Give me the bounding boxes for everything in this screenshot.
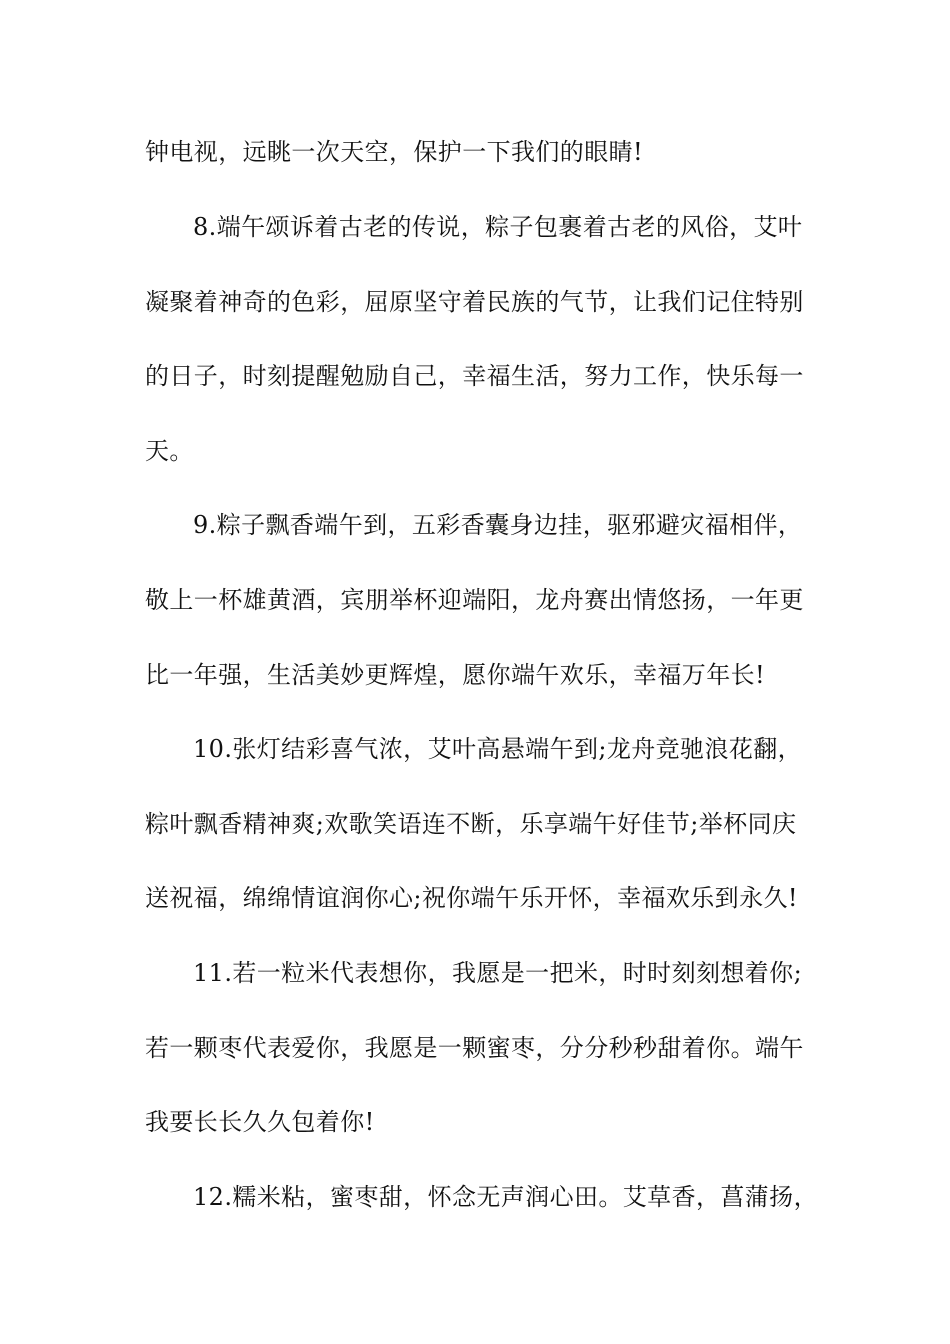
text-line: 凝聚着神奇的色彩，屈原坚守着民族的气节，让我们记住特别 [145, 288, 804, 316]
paragraph-11-line-1: 11.若一粒米代表想你，我愿是一把米，时时刻刻想着你; [193, 959, 803, 987]
paragraph-8-line-1: 8.端午颂诉着古老的传说，粽子包裹着古老的风俗，艾叶 [193, 213, 803, 241]
text-line: 钟电视，远眺一次天空，保护一下我们的眼睛! [145, 138, 644, 166]
text-line: 我要长长久久包着你! [145, 1108, 375, 1136]
text-line: 比一年强，生活美妙更辉煌，愿你端午欢乐，幸福万年长! [145, 661, 766, 689]
text-line: 送祝福，绵绵情谊润你心;祝你端午乐开怀，幸福欢乐到永久! [145, 884, 798, 912]
text-line: 若一颗枣代表爱你，我愿是一颗蜜枣，分分秒秒甜着你。端午 [145, 1034, 804, 1062]
text-line: 的日子，时刻提醒勉励自己，幸福生活，努力工作，快乐每一 [145, 362, 804, 390]
paragraph-12-line-1: 12.糯米粘，蜜枣甜，怀念无声润心田。艾草香，菖蒲扬， [193, 1183, 818, 1211]
text-line: 天。 [145, 437, 194, 465]
paragraph-9-line-1: 9.粽子飘香端午到，五彩香囊身边挂，驱邪避灾福相伴， [193, 511, 803, 539]
text-line: 粽叶飘香精神爽;欢歌笑语连不断，乐享端午好佳节;举杯同庆 [145, 810, 797, 838]
text-line: 敬上一杯雄黄酒，宾朋举杯迎端阳，龙舟赛出情悠扬，一年更 [145, 586, 804, 614]
paragraph-10-line-1: 10.张灯结彩喜气浓，艾叶高悬端午到;龙舟竞驰浪花翻， [193, 735, 803, 763]
